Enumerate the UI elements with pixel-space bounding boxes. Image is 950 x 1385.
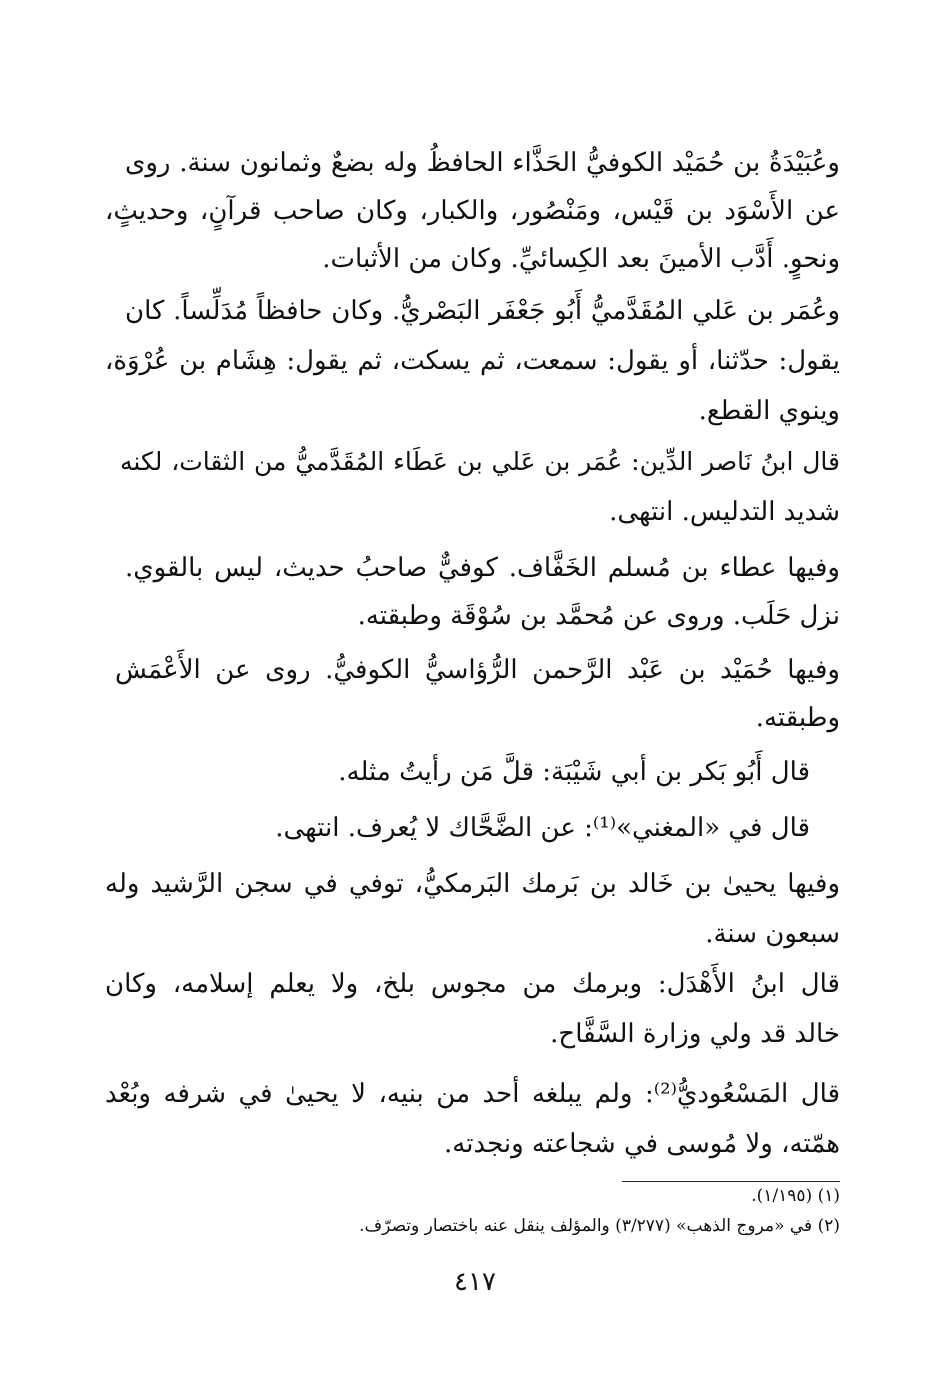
footnote-2: (٢) في «مروج الذهب» (٣/٢٧٧) والمؤلف ينقل عنه باختصار وتصرّف. [359, 1216, 840, 1236]
footnote-separator [622, 1181, 840, 1182]
text-line-8: شديد التدليس. انتهى. [609, 497, 840, 527]
text-line-14: قال في «المغني»⁽¹⁾: عن الضَّحَّاك لا يُعرف. انتهى. [275, 813, 810, 843]
text-line-7: قال ابنُ نَاصر الدِّين: عُمَر بن عَلي بن عَطَاء المُقَدَّميُّ من الثقات، لكنه [120, 447, 840, 476]
text-line-3: ونحوٍ. أَدَّب الأمينَ بعد الكِسائيِّ. وكان من الأثبات. [322, 244, 840, 274]
text-line-4: وعُمَر بن عَلي المُقَدَّميُّ أَبُو جَعْفَر البَصْريُّ. وكان حافظاً مُدَلِّساً. كان [125, 296, 840, 326]
text-line-6: وينوي القطع. [698, 396, 840, 426]
text-line-12: وطبقته. [755, 703, 840, 733]
text-line-15: وفيها يحيىٰ بن خَالد بن بَرمك البَرمكيُّ، توفي في سجن الرَّشيد وله [105, 869, 840, 899]
text-line-11: وفيها حُمَيْد بن عَبْد الرَّحمن الرُّؤاسيُّ الكوفيُّ. روى عن الأَعْمَش [115, 655, 840, 685]
text-line-5: يقول: حدّثنا، أو يقول: سمعت، ثم يسكت، ثم يقول: هِشَام بن عُرْوَة، [105, 346, 840, 376]
text-line-17: قال ابنُ الأَهْدَل: وبرمك من مجوس بلخ، ولا يعلم إسلامه، وكان [105, 969, 840, 999]
text-line-16: سبعون سنة. [705, 919, 840, 949]
text-line-18: خالد قد ولي وزارة السَّفَّاح. [550, 1019, 840, 1049]
text-line-20: همّته، ولا مُوسى في شجاعته ونجدته. [444, 1129, 840, 1159]
text-line-10: نزل حَلَب. وروى عن مُحمَّد بن سُوْقَة وطبقته. [357, 601, 840, 631]
text-line-19: قال المَسْعُوديُّ⁽²⁾: ولم يبلغه أحد من بنيه، لا يحيىٰ في شرفه وبُعْد [105, 1079, 840, 1109]
page-number: ٤١٧ [454, 1267, 496, 1297]
footnote-1: (١) (١/١٩٥). [751, 1186, 840, 1206]
text-line-13: قال أَبُو بَكر بن أبي شَيْبَة: قلَّ مَن رأيتُ مثله. [338, 757, 810, 787]
text-line-2: عن الأَسْوَد بن قَيْس، ومَنْصُور، والكبار، وكان صاحب قرآنٍ، وحديثٍ، [105, 196, 840, 226]
text-line-9: وفيها عطاء بن مُسلم الخَفَّاف. كوفيٌّ صاحبُ حديث، ليس بالقوي. [125, 553, 840, 583]
text-line-1: وعُبَيْدَةُ بن حُمَيْد الكوفيُّ الحَذَّاء الحافظُ وله بضعٌ وثمانون سنة. روى [125, 148, 840, 178]
